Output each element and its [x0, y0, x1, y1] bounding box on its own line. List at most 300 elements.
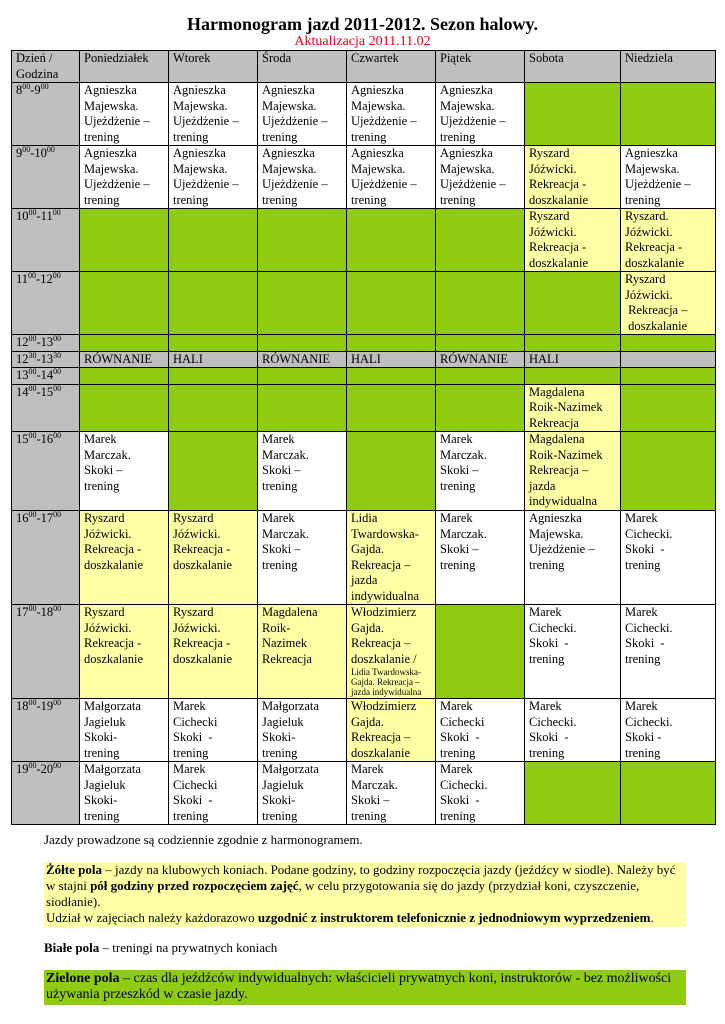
slot-friday: [436, 83, 525, 146]
slot-line: Marek: [440, 762, 473, 776]
slot-line: Ujeżdżenie –: [262, 177, 328, 191]
slot-line: Jóźwicki.: [173, 526, 221, 541]
slot-line: trening: [625, 745, 661, 760]
slot-line: trening: [529, 557, 565, 572]
hour-end: 16: [40, 432, 54, 446]
slot-line: Marek: [529, 699, 562, 713]
slot-saturday: [525, 272, 621, 335]
hour-end: 15: [40, 384, 54, 399]
note-yellow-text-2: , w celu przygotowania się do jazdy (przydział koni, czyszczenie, siodłanie).: [46, 878, 640, 909]
slot-line: Cichecki.: [625, 620, 673, 635]
slot-line: Rekreacja -: [529, 177, 587, 191]
slot-wednesday: [258, 384, 347, 432]
slot-line: trening: [262, 808, 298, 823]
header-row: [12, 51, 716, 83]
slot-thursday: [347, 335, 436, 352]
slot-line: Ujeżdżenie –: [84, 177, 150, 191]
slot-saturday: [525, 432, 621, 511]
slot-line: Rekreacja -: [625, 240, 683, 254]
slot-friday: [436, 351, 525, 368]
slot-line: Ujeżdżenie –: [84, 114, 150, 128]
slot-wednesday: [258, 511, 347, 605]
slot-monday: [80, 699, 169, 762]
hour-end-minutes: 00: [53, 334, 62, 343]
slot-line: trening: [173, 129, 209, 144]
update-date: Aktualizacja 2011.11.02: [294, 34, 431, 49]
hour-start: 12: [16, 351, 29, 366]
hour-end-minutes: 00: [53, 431, 62, 440]
hour-end-minutes: 00: [53, 604, 62, 613]
hour-start-minutes: 00: [22, 82, 31, 91]
hour-start-minutes: 00: [28, 334, 37, 343]
slot-line: Roik-Nazimek: [529, 447, 603, 462]
slot-line: HALI: [529, 351, 559, 366]
note-green-label: Zielone pola: [46, 971, 120, 986]
hour-start-minutes: 00: [28, 431, 37, 440]
schedule-row: [12, 351, 716, 368]
slot-line: Magdalena: [262, 605, 318, 619]
hour-start: 19: [16, 762, 29, 776]
slot-saturday: [525, 384, 621, 432]
slot-line: Ryszard.: [625, 209, 669, 223]
slot-line: trening: [440, 745, 476, 760]
slot-line: doszkalanie: [84, 651, 144, 666]
slot-line: Skoki -: [173, 730, 213, 744]
slot-line: Rekreacja -: [173, 542, 231, 556]
slot-line: Małgorzata: [84, 699, 141, 713]
slot-line: Jóźwicki.: [529, 161, 577, 176]
hour-separator: -: [30, 83, 35, 97]
slot-line: Agnieszka: [625, 146, 678, 160]
hour-start-minutes: 30: [28, 351, 37, 360]
slot-line: Małgorzata: [262, 762, 319, 776]
slot-line: Agnieszka: [529, 511, 582, 525]
slot-line: trening: [625, 557, 661, 572]
slot-line: Jagieluk: [84, 714, 126, 729]
slot-line: doszkalanie: [529, 255, 589, 270]
slot-line: Agnieszka: [262, 83, 315, 97]
slot-line: Skoki -: [529, 730, 569, 744]
hour-end-minutes: 00: [53, 698, 62, 707]
slot-thursday: [347, 146, 436, 209]
hour-cell: [12, 762, 80, 825]
slot-line: Ujeżdżenie –: [351, 114, 417, 128]
hour-end-minutes: 00: [53, 367, 62, 376]
slot-monday: [80, 146, 169, 209]
slot-line: Lidia: [351, 511, 378, 525]
slot-thursday: [347, 209, 436, 272]
slot-line: trening: [351, 192, 387, 207]
slot-sunday: [621, 272, 716, 335]
slot-line: Ryszard: [625, 272, 666, 286]
note-yellow-line-2: [46, 910, 686, 926]
note-yellow-text-1: – jazdy na klubowych koniach. Podane godziny, to godziny rozpoczęcia jazdy (jeźdźcy w siodle). Należy być w stajni: [46, 862, 676, 893]
slot-line: Marek: [173, 699, 206, 713]
hour-separator: -: [36, 511, 41, 525]
slot-thursday: [347, 762, 436, 825]
slot-line: trening: [173, 745, 209, 760]
hour-separator: -: [36, 699, 41, 713]
slot-line: Marek: [625, 605, 658, 619]
schedule-row: [12, 272, 716, 335]
slot-line: Skoki -: [440, 793, 480, 807]
slot-line: HALI: [351, 351, 381, 366]
slot-line: Skoki –: [351, 793, 390, 807]
note-white-text: – treningi na prywatnych koniach: [99, 940, 278, 955]
slot-monday: [80, 432, 169, 511]
slot-thursday: [347, 699, 436, 762]
slot-line: Skoki –: [262, 542, 301, 556]
header-friday: Piątek: [436, 51, 525, 83]
hour-cell: [12, 335, 80, 352]
slot-line: doszkalanie: [351, 745, 411, 760]
slot-line: Ryszard: [173, 511, 214, 525]
slot-line: Marczak.: [351, 777, 398, 792]
slot-line: Ujeżdżenie –: [529, 542, 595, 556]
slot-tuesday: [169, 209, 258, 272]
slot-wednesday: [258, 83, 347, 146]
slot-tuesday: [169, 146, 258, 209]
hour-cell: [12, 272, 80, 335]
slot-line: Majewska.: [173, 161, 228, 176]
slot-line: Majewska.: [84, 161, 139, 176]
slot-line: Majewska.: [173, 98, 228, 113]
slot-line: doszkalanie /: [351, 651, 417, 666]
slot-line: Agnieszka: [84, 83, 137, 97]
slot-tuesday: [169, 335, 258, 352]
slot-line: Majewska.: [529, 526, 584, 541]
slot-wednesday: [258, 209, 347, 272]
slot-line: Roik-Nazimek: [529, 400, 603, 414]
slot-line: Skoki -: [625, 636, 665, 650]
slot-thursday: [347, 511, 436, 605]
note-white-fields: [44, 940, 684, 956]
slot-line: Marek: [625, 511, 658, 525]
slot-saturday: [525, 83, 621, 146]
slot-monday: [80, 83, 169, 146]
slot-line: Ryszard: [529, 146, 570, 160]
slot-line: Skoki -: [440, 730, 480, 744]
slot-line: Skoki -: [625, 730, 662, 744]
slot-thursday: [347, 368, 436, 385]
header-day-hour: Dzień / Godzina: [12, 51, 80, 83]
slot-line: Magdalena: [529, 432, 585, 446]
slot-sunday: [621, 83, 716, 146]
header-tuesday: Wtorek: [169, 51, 258, 83]
slot-line: Rekreacja –: [351, 636, 411, 650]
hour-end-minutes: 30: [53, 351, 62, 360]
slot-line: Nazimek: [262, 636, 308, 650]
note-yellow-fields: [44, 862, 686, 927]
hour-end: 12: [40, 272, 53, 286]
slot-line: Gajda.: [351, 542, 384, 556]
hour-start-minutes: 00: [28, 761, 37, 770]
slot-thursday: [347, 432, 436, 511]
slot-line: Majewska.: [351, 98, 406, 113]
hour-start-minutes: 00: [28, 271, 37, 280]
slot-line: doszkalanie: [529, 192, 589, 207]
slot-line: Ryszard: [84, 511, 125, 525]
slot-line: Rekreacja –: [351, 730, 411, 744]
note-green-text: – czas dla jeźdźców indywidualnych: właścicieli prywatnych koni, instruktorów - bez możliwości używania przeszkód w czasie jazdy.: [46, 971, 672, 1002]
hour-start-minutes: 00: [28, 384, 37, 393]
slot-line: trening: [529, 745, 565, 760]
slot-line: Marczak.: [84, 447, 131, 462]
hour-start-minutes: 00: [28, 604, 37, 613]
slot-sunday: [621, 146, 716, 209]
slot-saturday: [525, 605, 621, 699]
slot-line: Marek: [262, 432, 295, 446]
slot-line: Marek: [440, 699, 473, 713]
slot-line: Cichecki: [173, 777, 218, 792]
slot-line: Jóźwicki.: [173, 620, 221, 635]
hour-cell: [12, 351, 80, 368]
hour-end-minutes: 00: [53, 384, 62, 393]
schedule-row: [12, 605, 716, 699]
slot-small-line: Gajda. Rekreacja –: [351, 677, 420, 687]
slot-monday: [80, 511, 169, 605]
slot-wednesday: [258, 699, 347, 762]
slot-monday: [80, 368, 169, 385]
note-yellow-bold-1: pół godziny przed rozpoczęciem zajęć: [90, 878, 299, 893]
slot-line: Jóźwicki.: [625, 287, 673, 302]
hour-end-minutes: 00: [52, 208, 61, 217]
slot-line: Małgorzata: [84, 762, 141, 776]
hour-end: 14: [40, 368, 54, 382]
slot-line: Marczak.: [440, 526, 487, 541]
slot-monday: [80, 605, 169, 699]
hour-cell: [12, 605, 80, 699]
slot-saturday: [525, 762, 621, 825]
slot-line: trening: [262, 557, 298, 572]
slot-sunday: [621, 511, 716, 605]
slot-line: Ujeżdżenie –: [173, 114, 239, 128]
hour-start: 18: [16, 699, 29, 713]
slot-line: trening: [84, 478, 120, 493]
schedule-row: [12, 83, 716, 146]
hour-start: 10: [16, 209, 29, 223]
slot-line: Twardowska-: [351, 526, 419, 541]
slot-wednesday: [258, 335, 347, 352]
hour-cell: [12, 511, 80, 605]
slot-line: Majewska.: [262, 161, 317, 176]
hour-start-minutes: 00: [28, 367, 37, 376]
slot-line: Rekreacja –: [351, 557, 411, 572]
slot-line: trening: [84, 745, 120, 760]
schedule-row: [12, 384, 716, 432]
slot-friday: [436, 209, 525, 272]
hour-separator: -: [36, 762, 41, 776]
slot-line: Cichecki: [173, 714, 218, 729]
slot-line: Agnieszka: [173, 83, 226, 97]
hour-start: 13: [16, 368, 29, 382]
header-sunday: Niedziela: [621, 51, 716, 83]
slot-line: Ryszard: [173, 605, 214, 619]
slot-line: trening: [351, 808, 387, 823]
slot-line: Ujeżdżenie –: [440, 114, 506, 128]
hour-cell: [12, 83, 80, 146]
slot-line: Skoki –: [440, 542, 479, 556]
slot-wednesday: [258, 432, 347, 511]
hour-start: 16: [16, 511, 29, 525]
slot-sunday: [621, 335, 716, 352]
slot-line: Rekreacja -: [529, 240, 587, 254]
hour-end: 9: [34, 83, 41, 97]
slot-wednesday: [258, 351, 347, 368]
slot-line: Gajda.: [351, 714, 384, 729]
slot-monday: [80, 272, 169, 335]
slot-line: trening: [262, 745, 298, 760]
slot-line: Cichecki: [440, 714, 485, 729]
slot-line: Marek: [351, 762, 384, 776]
hour-cell: [12, 699, 80, 762]
slot-line: RÓWNANIE: [262, 351, 331, 366]
slot-line: trening: [440, 129, 476, 144]
slot-line: trening: [625, 192, 661, 207]
header-saturday: Sobota: [525, 51, 621, 83]
slot-saturday: [525, 368, 621, 385]
hour-end: 11: [40, 209, 53, 223]
schedule-row: [12, 209, 716, 272]
slot-line: RÓWNANIE: [84, 351, 153, 366]
slot-line: Jóźwicki.: [529, 224, 577, 239]
slot-sunday: [621, 351, 716, 368]
hour-end: 10: [34, 146, 47, 160]
slot-line: Skoki -: [173, 793, 213, 807]
slot-wednesday: [258, 762, 347, 825]
schedule-row: [12, 762, 716, 825]
slot-tuesday: [169, 432, 258, 511]
hour-cell: [12, 368, 80, 385]
slot-sunday: [621, 605, 716, 699]
hour-end-minutes: 00: [53, 761, 62, 770]
hour-end: 19: [40, 699, 54, 713]
slot-line: Ujeżdżenie –: [262, 114, 328, 128]
slot-line: Rekreacja -: [84, 542, 142, 556]
slot-thursday: [347, 83, 436, 146]
slot-line: Włodzimierz: [351, 605, 417, 619]
slot-line: Jagieluk: [262, 714, 304, 729]
slot-line: Cichecki.: [529, 620, 577, 635]
hour-cell: [12, 384, 80, 432]
schedule-row: [12, 511, 716, 605]
slot-line: Ujeżdżenie –: [351, 177, 417, 191]
slot-tuesday: [169, 368, 258, 385]
hour-start: 14: [16, 384, 29, 399]
slot-line: trening: [262, 129, 298, 144]
slot-friday: [436, 368, 525, 385]
slot-line: Marek: [262, 511, 295, 525]
slot-line: Ryszard: [84, 605, 125, 619]
slot-friday: [436, 384, 525, 432]
slot-line: trening: [440, 192, 476, 207]
hour-end: 13: [40, 335, 54, 349]
slot-line: Majewska.: [625, 161, 680, 176]
slot-line: Ujeżdżenie –: [173, 177, 239, 191]
slot-line: Agnieszka: [173, 146, 226, 160]
slot-line: doszkalanie: [84, 557, 144, 572]
slot-tuesday: [169, 699, 258, 762]
hour-start: 9: [16, 146, 23, 160]
slot-line: Cichecki.: [440, 777, 488, 792]
hour-separator: -: [36, 384, 41, 399]
schedule-body: [12, 83, 716, 825]
slot-line: Skoki-: [84, 793, 118, 807]
hour-end: 18: [40, 605, 54, 619]
hour-start-minutes: 00: [28, 510, 37, 519]
slot-line: Agnieszka: [440, 146, 493, 160]
slot-line: Marczak.: [262, 447, 309, 462]
slot-line: trening: [440, 478, 476, 493]
header-monday: Poniedziałek: [80, 51, 169, 83]
slot-tuesday: [169, 762, 258, 825]
slot-line: Marek: [440, 432, 473, 446]
note-white-label: Białe pola: [44, 940, 100, 955]
slot-line: trening: [440, 808, 476, 823]
slot-line: trening: [625, 651, 661, 666]
slot-wednesday: [258, 146, 347, 209]
slot-line: Rekreacja -: [84, 636, 142, 650]
slot-line: Rekreacja -: [173, 636, 231, 650]
note-daily: Jazdy prowadzone są codziennie zgodnie z harmonogramem.: [44, 832, 363, 847]
slot-line: Marek: [625, 699, 658, 713]
slot-line: trening: [529, 651, 565, 666]
slot-line: jazda: [529, 478, 556, 493]
slot-line: Skoki-: [262, 730, 296, 744]
slot-line: Gajda.: [351, 620, 384, 635]
slot-friday: [436, 699, 525, 762]
hour-end-minutes: 00: [52, 271, 61, 280]
slot-line: Włodzimierz: [351, 699, 417, 713]
slot-line: Majewska.: [84, 98, 139, 113]
slot-line: jazda: [351, 573, 378, 587]
hour-separator: -: [30, 146, 35, 160]
slot-line: Skoki -: [625, 542, 665, 556]
slot-line: Majewska.: [351, 161, 406, 176]
slot-line: Majewska.: [440, 98, 495, 113]
slot-sunday: [621, 762, 716, 825]
slot-line: Skoki -: [529, 636, 569, 650]
slot-saturday: [525, 511, 621, 605]
hour-start-minutes: 00: [22, 145, 31, 154]
slot-tuesday: [169, 605, 258, 699]
slot-line: Skoki –: [262, 463, 301, 477]
slot-thursday: [347, 605, 436, 699]
slot-line: Skoki –: [84, 463, 123, 477]
slot-line: indywidualna: [351, 588, 420, 603]
hour-end: 13: [40, 351, 54, 366]
slot-line: Agnieszka: [351, 83, 404, 97]
slot-line: Rekreacja –: [529, 463, 589, 477]
hour-cell: [12, 432, 80, 511]
slot-friday: [436, 146, 525, 209]
slot-line: Rekreacja: [529, 415, 579, 430]
slot-line: Cichecki.: [625, 714, 673, 729]
hour-start-minutes: 00: [28, 698, 37, 707]
slot-line: Jagieluk: [84, 777, 126, 792]
slot-line: Agnieszka: [262, 146, 315, 160]
note-yellow-text-4: .: [650, 910, 654, 925]
hour-separator: -: [36, 335, 41, 349]
slot-saturday: [525, 209, 621, 272]
slot-saturday: [525, 699, 621, 762]
slot-tuesday: [169, 511, 258, 605]
slot-line: doszkalanie: [173, 557, 233, 572]
slot-line: Roik-: [262, 620, 291, 635]
note-yellow-text-3: Udział w zajęciach należy każdorazowo: [46, 910, 258, 925]
slot-line: indywidualna: [529, 494, 598, 508]
page-title: Harmonogram jazd 2011-2012. Sezon halowy.: [187, 14, 538, 34]
